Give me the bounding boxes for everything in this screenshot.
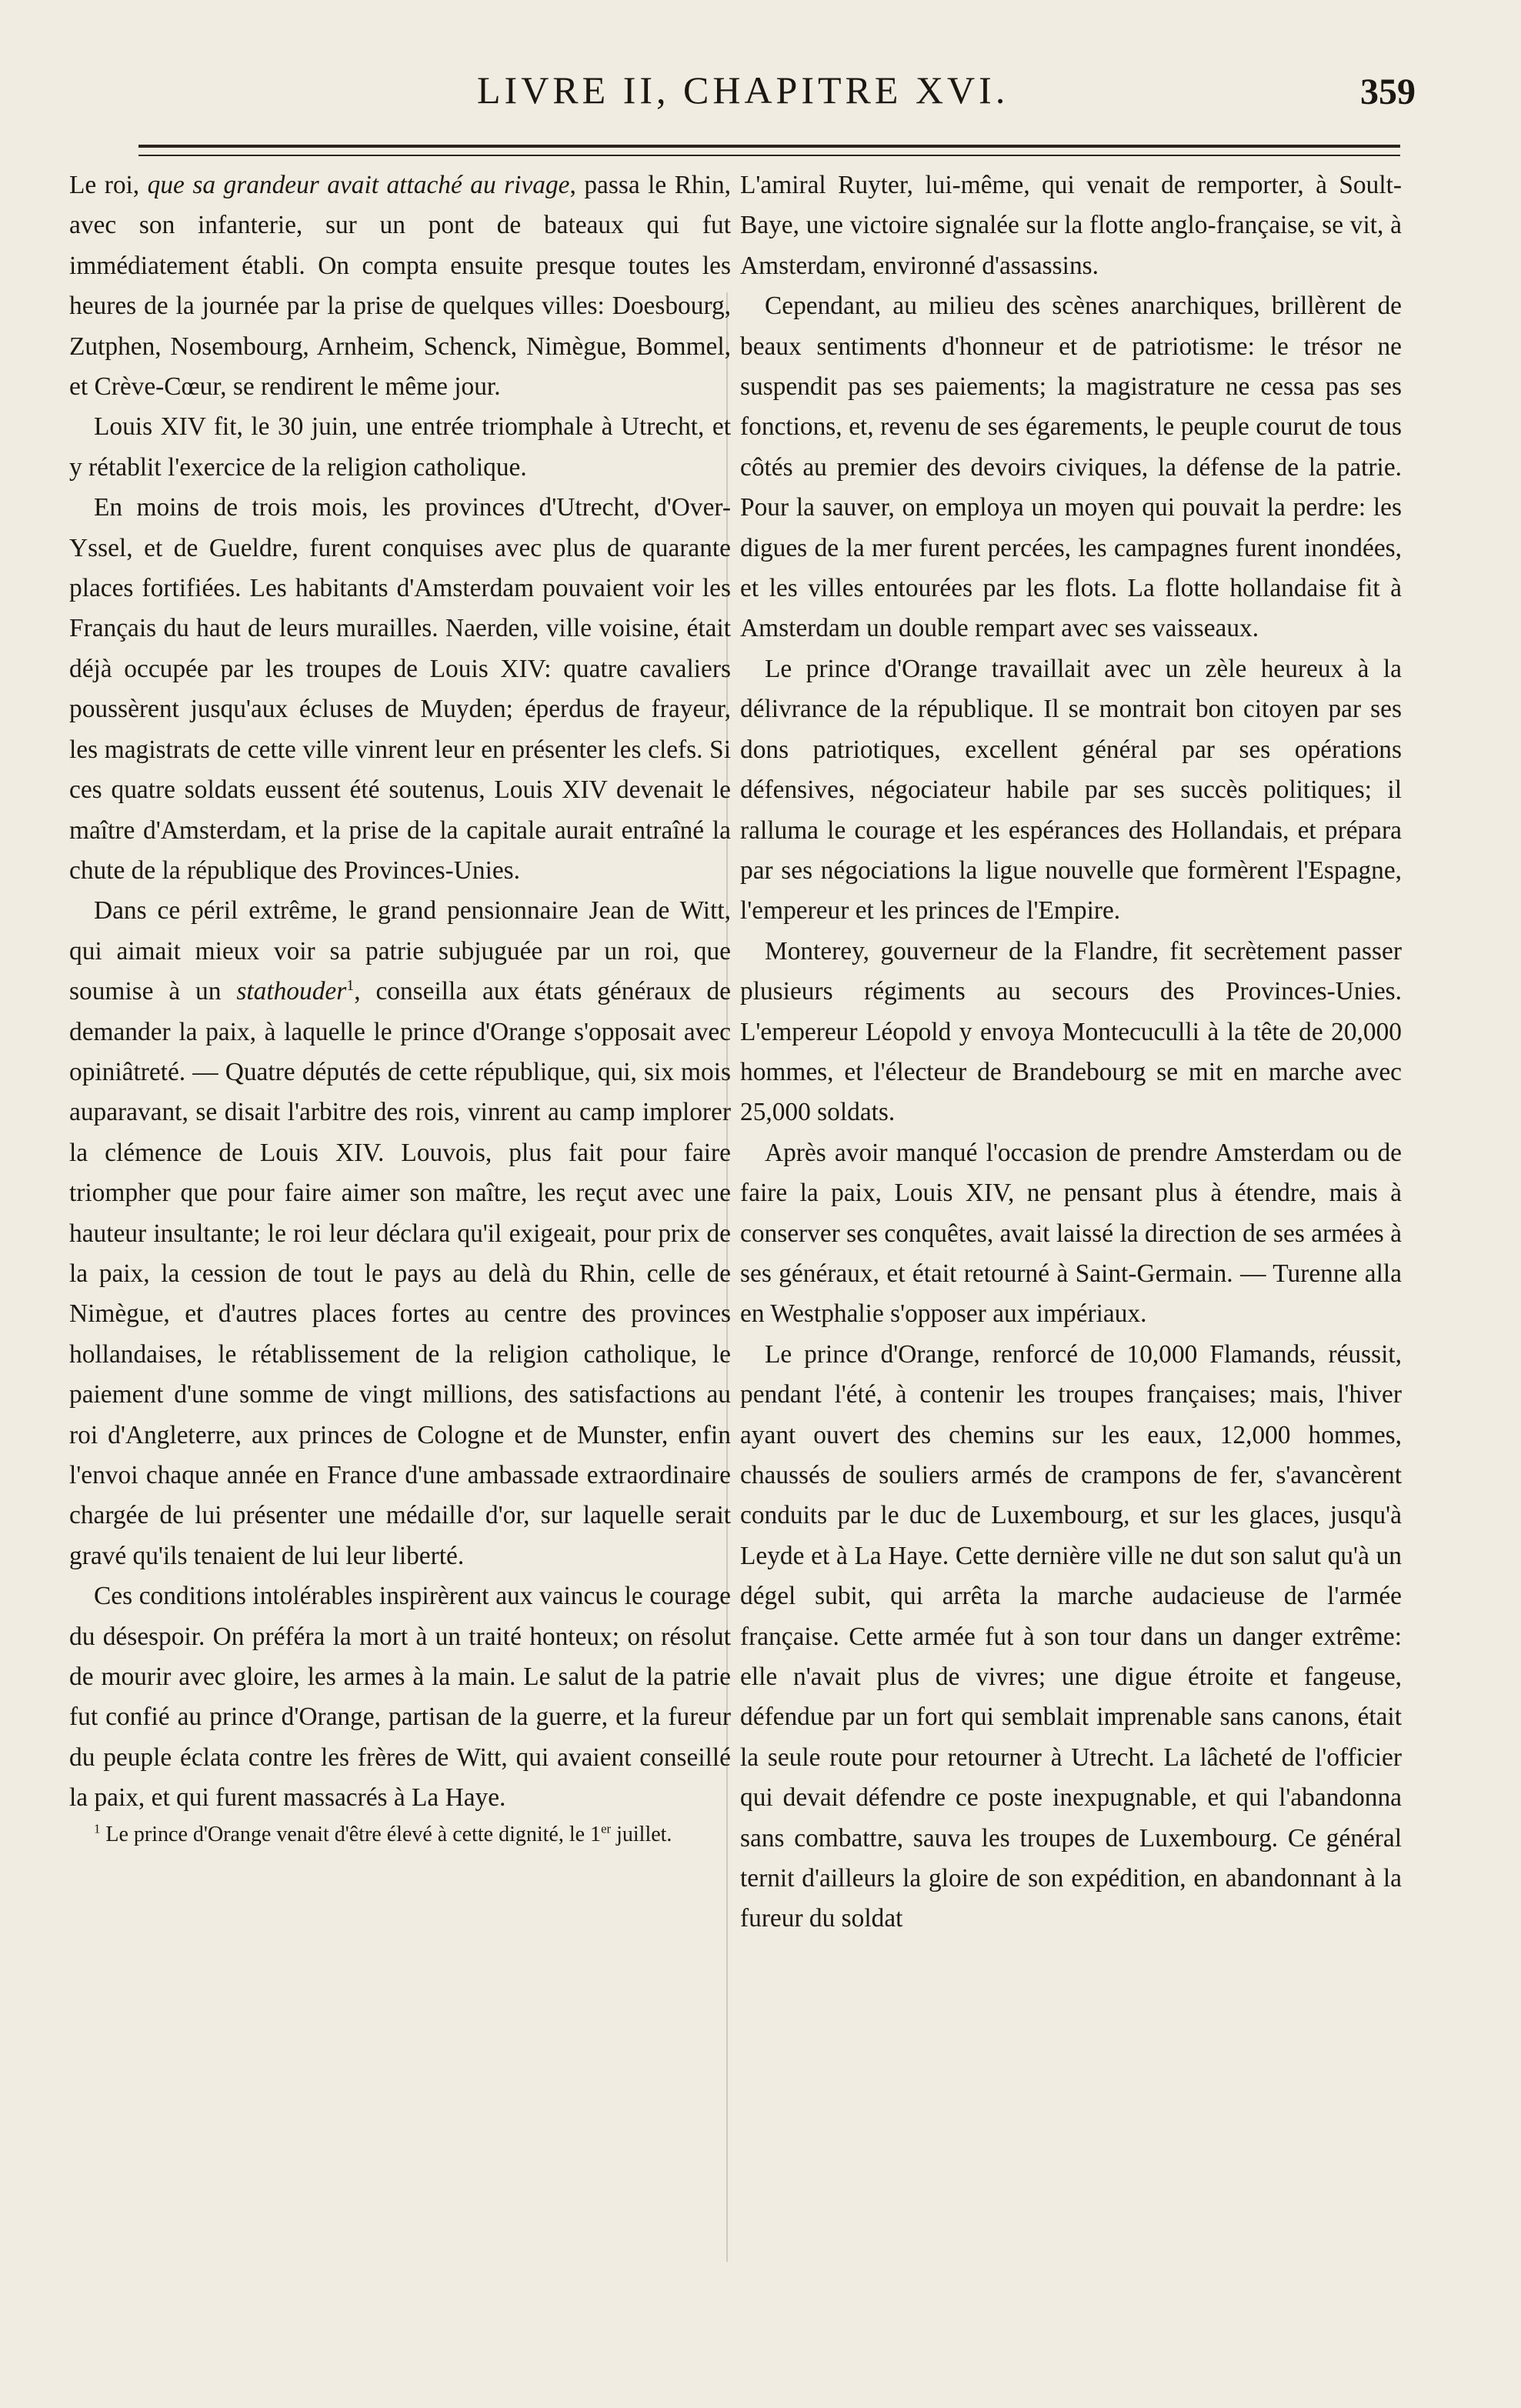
footnote-ref: 1 [346,977,355,994]
footnote-end: juillet. [611,1822,672,1846]
running-head [146,68,1416,137]
paragraph: Monterey, gouverneur de la Flandre, fit secrètement passer plusieurs régiments au secours des Provinces-Unies. L'empereur Léopold y envoya Montecuculli à la tête de 20,000 hommes, et l'électeur de Brandebourg se mit en marche avec 25,000 soldats. [740,936,1402,1127]
left-column [69,165,731,1851]
text-run: , passa le Rhin, avec son infanterie, sur un pont de bateaux qui fut immédiatement établi. On compta ensuite presque toutes les heures de la journée par la prise de quelques villes: Doesbourg, Zutphen, Nosembourg, Arnheim, Schenck, Nimègue, Bommel, et Crève-Cœur, se rendirent le même jour. [69,171,731,402]
text-run: Dans ce péril extrême, le grand pensionnaire Jean de Witt, qui aimait mieux voir sa patrie subjuguée par un roi, que soumise à un [69,896,731,1006]
paragraph: L'amiral Ruyter, lui-même, qui venait de remporter, à Soult-Baye, une victoire signalée sur la flotte anglo-française, se vit, à Amsterdam, environné d'assassins. [740,171,1402,280]
paragraph: Le prince d'Orange, renforcé de 10,000 Flamands, réussit, pendant l'été, à contenir les troupes françaises; mais, l'hiver ayant ouvert des chemins sur les eaux, 12,000 hommes, chaussés de souliers armés de crampons de fer, s'avancèrent conduits par le duc de Luxembourg, et sur les glaces, jusqu'à Leyde et à La Haye. Cette dernière ville ne dut son salut qu'à un dégel subit, qui arrêta la marche audacieuse de l'armée française. Cette armée fut à son tour dans un danger extrême: elle n'avait plus de vivres; une digue étroite et fangeuse, défendue par un fort qui semblait imprenable sans canons, était la seule route pour retourner à Utrecht. La lâcheté de l'officier qui devait défendre ce poste inexpugnable, et qui l'abandonna sans combattre, sauva les troupes de Luxembourg. Ce général ternit d'ailleurs la gloire de son expédition, en abandonnant à la fureur du soldat [740,1339,1402,1933]
paragraph: Louis XIV fit, le 30 juin, une entrée triomphale à Utrecht, et y rétablit l'exercice de la religion catholique. [69,412,731,482]
right-column [740,165,1402,1939]
paragraph: Cependant, au milieu des scènes anarchiques, brillèrent de beaux sentiments d'honneur et de patriotisme: le trésor ne suspendit pas ses paiements; la magistrature ne cessa pas ses fonctions, et, revenu de ses égarements, le peuple courut de tous côtés au premier des devoirs civiques, la défense de la patrie. Pour la sauver, on employa un moyen qui pouvait la perdre: les digues de la mer furent percées, les campagnes furent inondées, et les villes entourées par les flots. La flotte hollandaise fit à Amsterdam un double rempart avec ses vaisseaux. [740,292,1402,643]
paragraph: En moins de trois mois, les provinces d'Utrecht, d'Over-Yssel, et de Gueldre, furent conquises avec plus de quarante places fortifiées. Les habitants d'Amsterdam pouvaient voir les Français du haut de leurs murailles. Naerden, ville voisine, était déjà occupée par les troupes de Louis XIV: quatre cavaliers poussèrent jusqu'aux écluses de Muyden; éperdus de frayeur, les magistrats de cette ville vinrent leur en présenter les clefs. Si ces quatre soldats eussent été soutenus, Louis XIV devenait le maître d'Amsterdam, et la prise de la capitale aurait entraîné la chute de la république des Provinces-Unies. [69,493,731,885]
page-number: 359 [1360,72,1416,112]
text-run: , conseilla aux états généraux de demander la paix, à laquelle le prince d'Orange s'opposait avec opiniâtreté. — Quatre députés de cette république, qui, six mois auparavant, se disait l'arbitre des rois, vinrent au camp implorer la clémence de Louis XIV. Louvois, plus fait pour faire triompher que pour faire aimer son maître, les reçut avec une hauteur insultante; le roi leur déclara qu'il exigeait, pour prix de la paix, la cession de tout le pays au delà du Rhin, celle de Nimègue, et d'autres places fortes au centre des provinces hollandaises, le rétablissement de la religion catholique, le paiement d'une somme de vingt millions, des satisfactions au roi d'Angleterre, aux princes de Cologne et de Munster, enfin l'envoi chaque année en France d'une ambassade extraordinaire chargée de lui présenter une médaille d'or, sur laquelle serait gravé qu'ils tenaient de lui leur liberté. [69,977,732,1570]
paragraph [69,891,731,1576]
chapter-title: LIVRE II, CHAPITRE XVI. [477,68,1009,112]
paragraph [69,165,731,407]
footnote-mark: 1 [94,1821,101,1836]
paragraph: Ces conditions intolérables inspirèrent aux vaincus le courage du désespoir. On préféra la mort à un traité honteux; on résolut de mourir avec gloire, les armes à la main. Le salut de la patrie fut confié au prince d'Orange, partisan de la guerre, et la fureur du peuple éclata contre les frères de Witt, qui avaient conseillé la paix, et qui furent massacrés à La Haye. [69,1582,731,1813]
italic-phrase: que sa grandeur avait attaché au rivage [147,171,570,199]
footnote-ordinal: er [601,1821,612,1836]
footnote-text: Le prince d'Orange venait d'être élevé à cette dignité, le 1 [100,1822,602,1846]
text-run: Le roi, [69,171,148,199]
footnote [69,1819,731,1851]
header-rule [138,145,1400,156]
paragraph: Après avoir manqué l'occasion de prendre Amsterdam ou de faire la paix, Louis XIV, ne pensant plus à étendre, mais à conserver ses conquêtes, avait laissé la direction de ses armées à ses généraux, et était retourné à Saint-Germain. — Turenne alla en Westphalie s'opposer aux impériaux. [740,1138,1402,1329]
italic-term: stathouder [236,977,347,1006]
paragraph: Le prince d'Orange travaillait avec un zèle heureux à la délivrance de la république. Il se montrait bon citoyen par ses dons patriotiques, excellent général par ses opérations défensives, négociateur habile par ses succès politiques; il ralluma le courage et les espérances des Hollandais, et prépara par ses négociations la ligue nouvelle que formèrent l'Espagne, l'empereur et les princes de l'Empire. [740,654,1402,926]
